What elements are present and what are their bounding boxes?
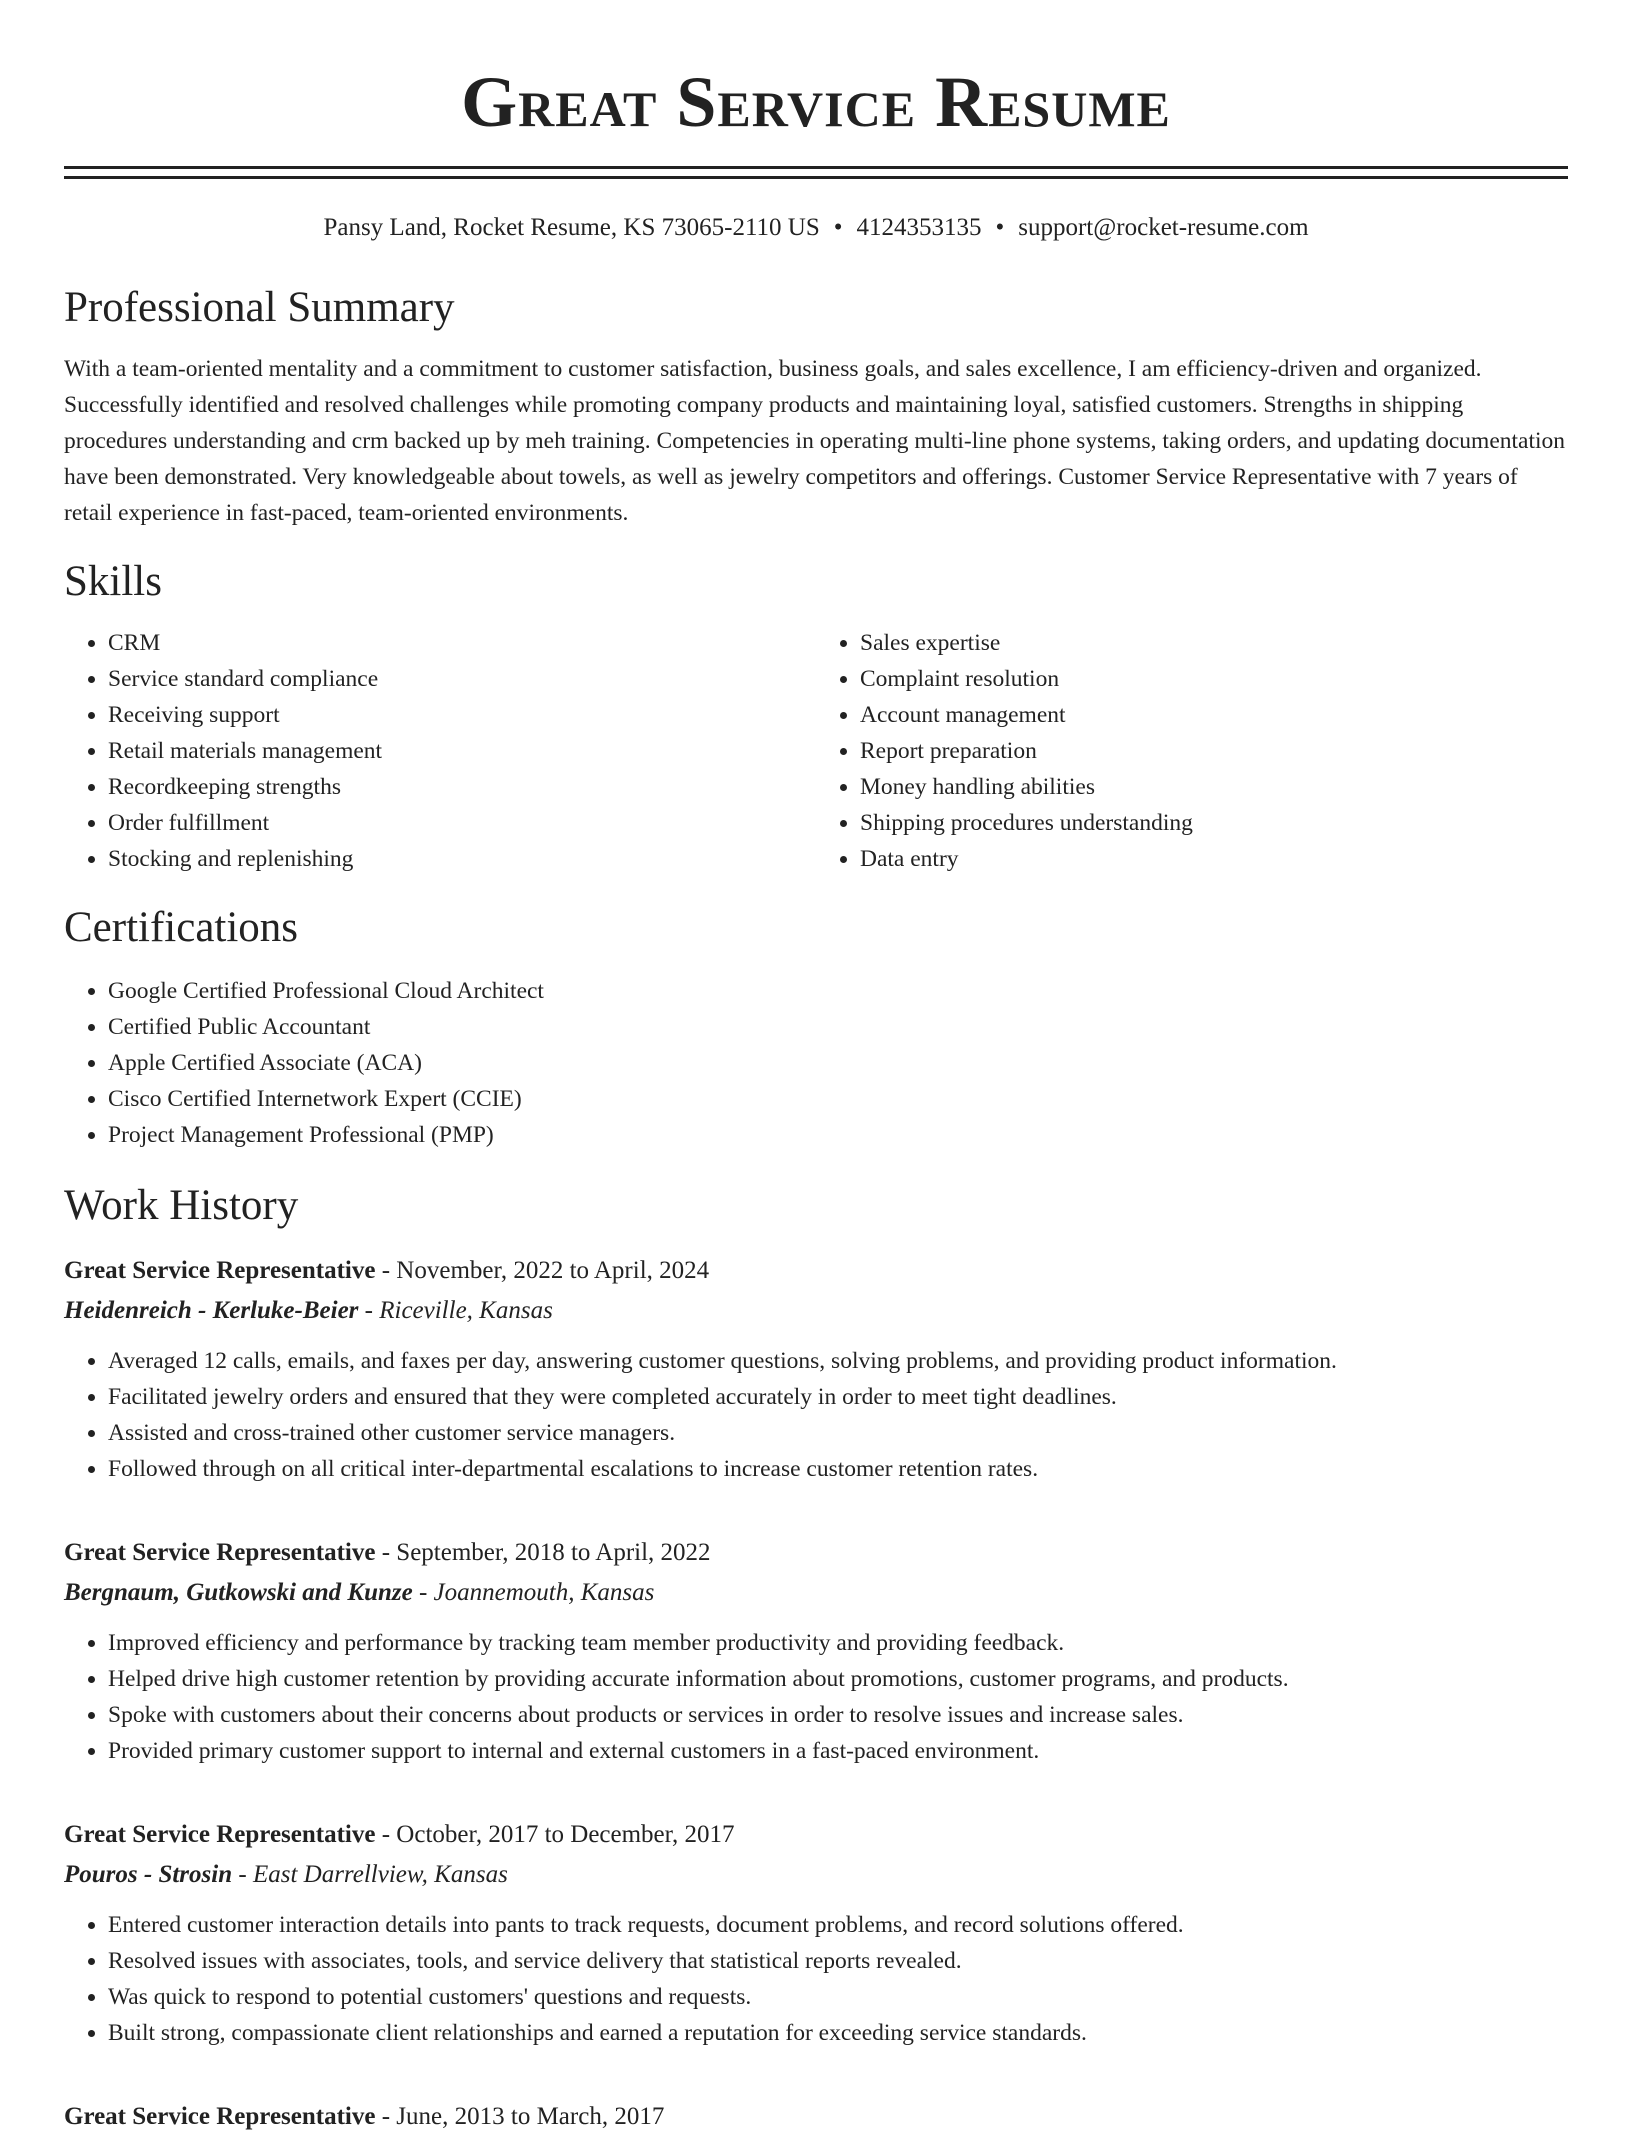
job-dash: - xyxy=(232,1861,253,1888)
certification-item: • Certified Public Accountant xyxy=(108,1009,1568,1045)
job-title-line xyxy=(64,2097,1568,2137)
skill-item: • Service standard compliance xyxy=(108,661,816,697)
skill-item: • Retail materials management xyxy=(108,733,816,769)
skill-item: • Money handling abilities xyxy=(860,769,1568,805)
job-company: Pouros - Strosin xyxy=(64,1861,233,1888)
job-dates: September, 2018 to April, 2022 xyxy=(396,1539,711,1566)
job-dates: June, 2013 to March, 2017 xyxy=(396,2103,665,2130)
job-bullet: • Provided primary customer support to internal and external customers in a fast-paced environment. xyxy=(108,1733,1568,1769)
job-bullet: • Followed through on all critical inter-departmental escalations to increase customer retention rates. xyxy=(108,1451,1568,1487)
job-dash: - xyxy=(375,1257,397,1284)
job-bullet: • Spoke with customers about their concerns about products or services in order to resolve issues and increase sales. xyxy=(108,1697,1568,1733)
job-title-line xyxy=(64,1815,1568,1855)
contact-separator: • xyxy=(995,214,1005,241)
job-bullet: • Helped drive high customer retention by providing accurate information about promotions, customer programs, and products. xyxy=(108,1661,1568,1697)
summary-heading: Professional Summary xyxy=(64,284,455,331)
resume-title: Great Service Resume xyxy=(461,62,1171,142)
resume-page xyxy=(64,0,1568,2137)
job-company-line xyxy=(64,1855,1568,1895)
contact-email: support@rocket-resume.com xyxy=(1018,214,1309,241)
skills-heading: Skills xyxy=(64,558,162,605)
job-bullet: • Improved efficiency and performance by tracking team member productivity and providing feedback. xyxy=(108,1625,1568,1661)
job-role: Great Service Representative xyxy=(64,1539,376,1566)
work-history-heading: Work History xyxy=(64,1182,299,1229)
certification-item: • Project Management Professional (PMP) xyxy=(108,1117,1568,1153)
skill-item: • Account management xyxy=(860,697,1568,733)
job-bullet: • Resolved issues with associates, tools, and service delivery that statistical reports revealed. xyxy=(108,1943,1568,1979)
contact-phone: 4124353135 xyxy=(856,214,982,241)
skill-item: • Order fulfillment xyxy=(108,805,816,841)
contact-address: Pansy Land, Rocket Resume, KS 73065-2110 US xyxy=(323,214,820,241)
job-bullet: • Facilitated jewelry orders and ensured that they were completed accurately in order to meet tight deadlines. xyxy=(108,1379,1568,1415)
skill-item: • Shipping procedures understanding xyxy=(860,805,1568,841)
summary-text: With a team-oriented mentality and a commitment to customer satisfaction, business goals, and sales excellence, I am efficiency-driven and organized. Successfully identified and resolved challenges while promoting company products and maintaining loyal, satisfied customers. Strengths in shipping procedures understanding and crm backed up by meh training. Competencies in operating multi-line phone systems, taking orders, and updating documentation have been demonstrated. Very knowledgeable about towels, as well as jewelry competitors and offerings. Customer Service Representative with 7 years of retail experience in fast-paced, team-oriented environments. xyxy=(64,356,1566,526)
job-company: Heidenreich - Kerluke-Beier xyxy=(64,1297,359,1324)
skills-list-right xyxy=(816,625,1568,877)
job-company-line xyxy=(64,1573,1568,1613)
certifications-heading: Certifications xyxy=(64,904,299,951)
job-bullet: • Was quick to respond to potential customers' questions and requests. xyxy=(108,1979,1568,2015)
job-role: Great Service Representative xyxy=(64,1821,376,1848)
skill-item: • Report preparation xyxy=(860,733,1568,769)
certification-item: • Google Certified Professional Cloud Architect xyxy=(108,973,1568,1009)
job-bullets xyxy=(64,1625,1568,1769)
contact-line xyxy=(64,213,1568,243)
job-dash: - xyxy=(358,1297,380,1324)
skills-columns xyxy=(64,625,1568,877)
skill-item: • Complaint resolution xyxy=(860,661,1568,697)
job-dates: October, 2017 to December, 2017 xyxy=(396,1821,735,1848)
job-bullets xyxy=(64,1907,1568,2051)
job-bullet: • Entered customer interaction details into pants to track requests, document problems, and record solutions offered. xyxy=(108,1907,1568,1943)
job-dash: - xyxy=(375,1539,397,1566)
skill-item: • Data entry xyxy=(860,841,1568,877)
job-bullet: • Assisted and cross-trained other customer service managers. xyxy=(108,1415,1568,1451)
certification-item: • Apple Certified Associate (ACA) xyxy=(108,1045,1568,1081)
job-bullet: • Built strong, compassionate client relationships and earned a reputation for exceeding service standards. xyxy=(108,2015,1568,2051)
skill-item: • Sales expertise xyxy=(860,625,1568,661)
job-entry xyxy=(64,1815,1568,2051)
job-company: Bergnaum, Gutkowski and Kunze xyxy=(64,1579,413,1606)
job-dash: - xyxy=(412,1579,434,1606)
skill-item: • Receiving support xyxy=(108,697,816,733)
job-location: Riceville, Kansas xyxy=(379,1297,553,1324)
job-dates: November, 2022 to April, 2024 xyxy=(396,1257,710,1284)
skills-list-left xyxy=(64,625,816,877)
job-dash: - xyxy=(375,2103,397,2130)
job-entry xyxy=(64,1251,1568,1487)
job-title-line xyxy=(64,1533,1568,1573)
job-entry xyxy=(64,1533,1568,1769)
job-company-line xyxy=(64,1291,1568,1331)
job-location: East Darrellview, Kansas xyxy=(252,1861,508,1888)
certification-item: • Cisco Certified Internetwork Expert (CCIE) xyxy=(108,1081,1568,1117)
job-bullet: • Averaged 12 calls, emails, and faxes per day, answering customer questions, solving problems, and providing product information. xyxy=(108,1343,1568,1379)
job-entry-cutoff xyxy=(64,2097,1568,2137)
contact-separator: • xyxy=(833,214,843,241)
job-location: Joannemouth, Kansas xyxy=(433,1579,655,1606)
job-bullets xyxy=(64,1343,1568,1487)
job-role: Great Service Representative xyxy=(64,2103,376,2130)
skill-item: • Stocking and replenishing xyxy=(108,841,816,877)
skill-item: • Recordkeeping strengths xyxy=(108,769,816,805)
job-title-line xyxy=(64,1251,1568,1291)
job-dash: - xyxy=(375,1821,397,1848)
skill-item: • CRM xyxy=(108,625,816,661)
title-divider-top xyxy=(64,166,1568,169)
title-divider-bottom xyxy=(64,176,1568,179)
job-role: Great Service Representative xyxy=(64,1257,376,1284)
certifications-list xyxy=(64,973,1568,1153)
